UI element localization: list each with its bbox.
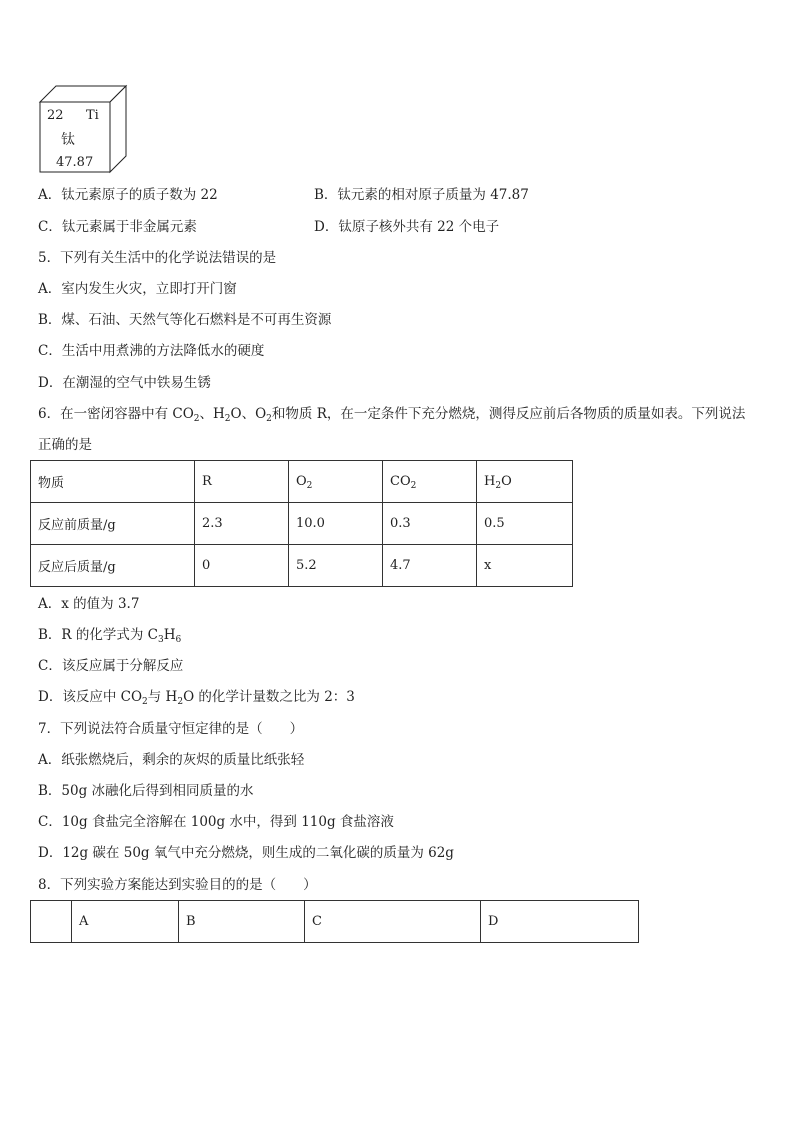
table-cell: x [477,545,573,587]
q4-option-d: D．钛原子核外共有 22 个电子 [314,219,500,235]
q7-option-b: B．50g 冰融化后得到相同质量的水 [38,783,254,799]
table-cell: R [195,461,289,503]
q5-option-d: D．在潮湿的空气中铁易生锈 [38,375,211,391]
table-cell: D [481,901,639,943]
table-row [31,545,573,587]
q6-stem-line2: 正确的是 [38,437,92,453]
element-symbol: Ti [86,108,99,123]
q5-option-c: C．生活中用煮沸的方法降低水的硬度 [38,343,265,359]
q6-option-c: C．该反应属于分解反应 [38,658,184,674]
table-cell: C [305,901,481,943]
q6-option-b: B．R 的化学式为 $C_3H_6$ [38,627,182,645]
q7-stem: 7．下列说法符合质量守恒定律的是（ ） [38,721,304,737]
q4-option-c: C．钛元素属于非金属元素 [38,219,197,235]
q4-option-b: B．钛元素的相对原子质量为 47.87 [314,187,529,203]
table-cell: 10.0 [289,503,383,545]
q6-option-d: D．该反应中 $CO_2$与 $H_2O$ 的化学计量数之比为 2：3 [38,689,355,707]
table-cell: $H_2O$ [477,461,573,503]
table-row [31,461,573,503]
table-cell: 2.3 [195,503,289,545]
table-cell: $O_2$ [289,461,383,503]
q7-option-a: A．纸张燃烧后，剩余的灰烬的质量比纸张轻 [38,752,305,768]
table-cell: B [179,901,305,943]
q5-option-a: A．室内发生火灾，立即打开门窗 [38,281,237,297]
table-cell: 4.7 [383,545,477,587]
q7-option-d: D．12g 碳在 50g 氧气中充分燃烧，则生成的二氧化碳的质量为 62g [38,845,454,861]
table-cell: 物质 [31,461,195,503]
q6-mass-table [30,460,573,587]
table-cell [31,901,72,943]
q5-stem: 5．下列有关生活中的化学说法错误的是 [38,250,277,266]
table-row [31,901,639,943]
table-cell: $CO_2$ [383,461,477,503]
table-cell: 5.2 [289,545,383,587]
q8-stem: 8．下列实验方案能达到实验目的的是（ ） [38,877,317,893]
q6-option-a: A．x 的值为 3.7 [38,596,140,612]
table-cell: 反应前质量/g [31,503,195,545]
atomic-number: 22 [47,108,64,123]
table-cell: A [72,901,179,943]
q5-option-b: B．煤、石油、天然气等化石燃料是不可再生资源 [38,312,332,328]
table-cell: 0.3 [383,503,477,545]
table-cell: 反应后质量/g [31,545,195,587]
q7-option-c: C．10g 食盐完全溶解在 100g 水中，得到 110g 食盐溶液 [38,814,394,830]
atomic-mass: 47.87 [56,155,94,170]
q8-options-table [30,900,639,943]
table-cell: 0.5 [477,503,573,545]
element-card [38,84,130,174]
q4-option-a: A．钛元素原子的质子数为 22 [38,187,218,203]
q6-stem: 6．在一密闭容器中有 $CO_2$、$H_2O$、$O_2$和物质 R，在一定条件下充分燃烧，测得反应前后各物质的质量如表。下列说法 [38,406,746,424]
element-name: 钛 [61,132,75,148]
table-row [31,503,573,545]
table-cell: 0 [195,545,289,587]
